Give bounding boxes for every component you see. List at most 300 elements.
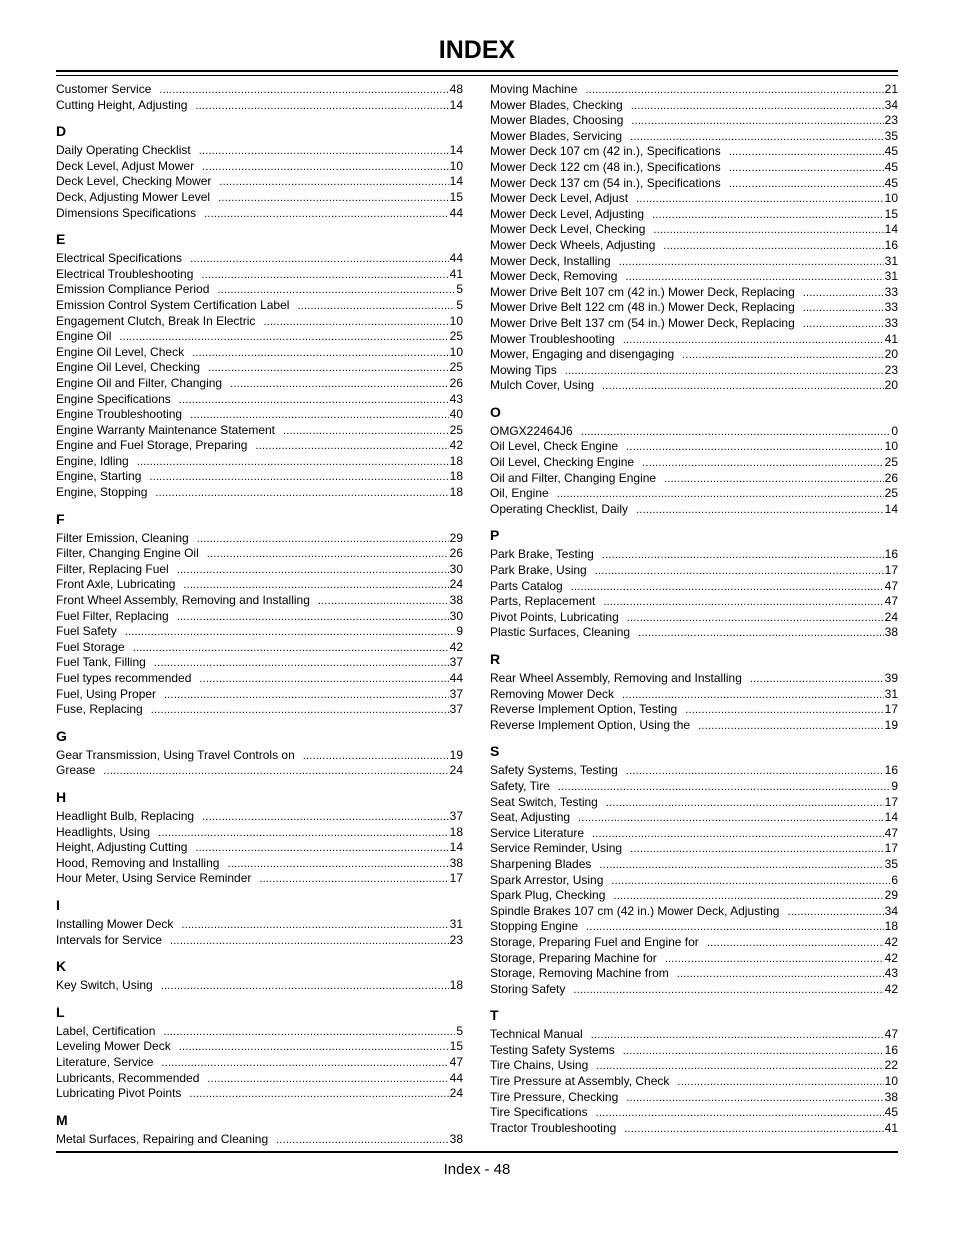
index-entry: [56, 485, 463, 501]
dot-leader: [592, 827, 884, 842]
index-entry-label: Mower Blades, Servicing: [490, 128, 623, 143]
index-entry-label: Mower Deck 107 cm (42 in.), Specifications: [490, 144, 721, 159]
index-entry: [56, 1055, 463, 1071]
index-entry: [56, 469, 463, 485]
index-entry: [490, 1074, 898, 1090]
index-entry-page: 35: [884, 856, 898, 871]
index-entry-page: 24: [449, 1086, 463, 1101]
dot-leader: [623, 1044, 884, 1059]
index-entry-page: 19: [449, 747, 463, 762]
index-entry: [56, 298, 463, 314]
index-entry-label: Park Brake, Using: [490, 563, 587, 578]
index-entry: [490, 82, 898, 98]
index-entry: [56, 329, 463, 345]
index-letter-heading: P: [490, 527, 500, 544]
index-entry-label: Mower Deck Level, Adjusting: [490, 206, 645, 221]
dot-leader: [729, 161, 884, 176]
index-entry-page: 45: [884, 1105, 898, 1120]
index-entry: [490, 779, 898, 795]
dot-leader: [591, 1028, 884, 1043]
index-entry-page: 44: [449, 671, 463, 685]
index-entry-label: Engine Specifications: [56, 391, 171, 406]
index-entry: [56, 423, 463, 439]
index-entry-page: 33: [884, 284, 898, 299]
index-entry-page: 47: [884, 594, 898, 609]
index-entry-label: Filter, Replacing Fuel: [56, 561, 169, 576]
index-entry: [56, 376, 463, 392]
index-entry: [490, 594, 898, 610]
dot-leader: [190, 252, 449, 267]
index-entry-page: 10: [449, 313, 463, 328]
index-entry: [56, 1024, 463, 1040]
index-entry-label: Daily Operating Checklist: [56, 143, 191, 158]
index-entry-label: Engine Troubleshooting: [56, 407, 183, 422]
index-entry-page: 47: [884, 578, 898, 593]
index-entry-page: 17: [884, 841, 898, 856]
dot-leader: [663, 239, 883, 254]
index-entry-page: 20: [884, 347, 898, 362]
index-entry-label: Engagement Clutch, Break In Electric: [56, 313, 256, 328]
index-entry-page: 43: [449, 391, 463, 406]
dot-leader: [682, 348, 884, 363]
index-entry: [490, 471, 898, 487]
index-entry-label: Engine Oil: [56, 329, 112, 344]
index-letter-heading: R: [490, 651, 501, 667]
index-entry-page: 18: [449, 978, 463, 993]
index-entry-page: 29: [884, 888, 898, 903]
index-entry-page: 5: [456, 282, 463, 297]
dot-leader: [177, 610, 449, 625]
index-entry-page: 16: [884, 1042, 898, 1057]
index-entry-page: 25: [449, 422, 463, 437]
index-entry: [490, 671, 898, 687]
index-entry-page: 30: [449, 561, 463, 576]
index-entry-page: 42: [884, 950, 898, 965]
index-entry-label: Mower Blades, Choosing: [490, 113, 624, 128]
index-entry-page: 16: [884, 547, 898, 562]
dot-leader: [227, 857, 448, 872]
index-entry-label: Storage, Removing Machine from: [490, 966, 669, 981]
index-entry: [490, 191, 898, 207]
index-entry-page: 38: [884, 1089, 898, 1104]
index-entry: [56, 978, 463, 994]
index-entry-page: 18: [449, 485, 463, 500]
index-entry-label: Tire Specifications: [490, 1105, 588, 1120]
index-entry-page: 26: [449, 375, 463, 390]
index-entry-page: 48: [449, 82, 463, 96]
index-entry: [490, 502, 898, 518]
index-entry: [56, 282, 463, 298]
index-entry-label: Storage, Preparing Fuel and Engine for: [490, 934, 699, 949]
dot-leader: [208, 361, 449, 376]
dot-leader: [179, 1040, 449, 1055]
index-entry-page: 5: [456, 1023, 463, 1038]
index-entry-label: Mower Deck Level, Adjust: [490, 191, 629, 206]
index-entry-label: Technical Manual: [490, 1027, 583, 1042]
dot-leader: [149, 470, 448, 485]
index-entry-label: Fuel, Using Proper: [56, 686, 157, 701]
index-entry-page: 24: [449, 577, 463, 592]
index-entry-label: Rear Wheel Assembly, Removing and Installing: [490, 671, 742, 685]
index-entry-label: Mower Deck, Removing: [490, 269, 618, 284]
index-entry-label: Dimensions Specifications: [56, 205, 197, 220]
index-entry-page: 23: [449, 932, 463, 947]
index-entry-page: 25: [884, 486, 898, 501]
index-entry-label: Filter Emission, Cleaning: [56, 530, 189, 545]
index-letter-heading: F: [56, 510, 65, 527]
index-entry: [490, 810, 898, 826]
dot-leader: [677, 1075, 883, 1090]
index-entry-page: 37: [449, 702, 463, 717]
index-entry-label: Removing Mower Deck: [490, 686, 615, 701]
dot-leader: [318, 594, 449, 609]
dot-leader: [565, 364, 884, 379]
index-entry: [56, 98, 463, 114]
index-entry-page: 17: [884, 563, 898, 578]
index-entry-label: Spark Arrestor, Using: [490, 872, 604, 887]
index-entry: [56, 671, 463, 687]
index-entry-page: 42: [884, 934, 898, 949]
index-entry-label: Mower Troubleshooting: [490, 331, 615, 346]
index-entry-page: 42: [449, 639, 463, 654]
index-entry: [490, 857, 898, 873]
dot-leader: [133, 641, 449, 656]
index-entry-page: 10: [884, 439, 898, 454]
dot-leader: [596, 1106, 884, 1121]
dot-leader: [119, 330, 448, 345]
index-entry-label: Hood, Removing and Installing: [56, 855, 220, 870]
dot-leader: [163, 1025, 455, 1040]
dot-leader: [181, 918, 448, 933]
index-entry: [490, 966, 898, 982]
index-entry: [56, 206, 463, 222]
index-entry-page: 31: [884, 253, 898, 268]
index-entry: [490, 1105, 898, 1121]
dot-leader: [202, 810, 449, 825]
index-letter-heading: M: [56, 1111, 68, 1128]
index-entry: [56, 640, 463, 656]
index-entry-page: 14: [884, 810, 898, 825]
dot-leader: [626, 1091, 883, 1106]
index-entry-page: 38: [449, 1131, 463, 1146]
dot-leader: [255, 439, 448, 454]
index-letter-heading: I: [56, 896, 60, 913]
index-entry-label: Park Brake, Testing: [490, 547, 594, 562]
index-entry-label: Tractor Troubleshooting: [490, 1120, 617, 1135]
dot-leader: [595, 564, 884, 579]
dot-leader: [558, 780, 891, 795]
index-entry: [56, 856, 463, 872]
index-entry: [490, 904, 898, 920]
index-entry: [490, 363, 898, 379]
index-entry: [56, 748, 463, 764]
index-entry-label: Electrical Specifications: [56, 251, 183, 266]
index-entry-page: 15: [884, 206, 898, 221]
index-entry: [490, 579, 898, 595]
index-entry-label: Seat, Adjusting: [490, 810, 571, 825]
index-entry: [56, 624, 463, 640]
index-entry: [490, 238, 898, 254]
index-entry-page: 38: [449, 855, 463, 870]
index-entry-page: 24: [884, 609, 898, 624]
index-entry-page: 33: [884, 315, 898, 330]
index-entry-label: Spindle Brakes 107 cm (42 in.) Mower Deck, Adjusting: [490, 903, 780, 918]
index-entry: [490, 1121, 898, 1137]
index-entry: [490, 687, 898, 703]
index-entry-page: 31: [449, 916, 463, 931]
dot-leader: [578, 811, 884, 826]
index-entry: [490, 222, 898, 238]
index-entry-label: Tire Pressure at Assembly, Check: [490, 1074, 670, 1089]
index-entry-page: 42: [449, 438, 463, 453]
index-entry-page: 10: [884, 191, 898, 206]
index-entry-label: Safety Systems, Testing: [490, 763, 618, 778]
index-entry-page: 6: [891, 872, 898, 887]
index-entry: [490, 269, 898, 285]
index-entry-page: 41: [449, 266, 463, 281]
dot-leader: [170, 934, 449, 949]
dot-leader: [192, 346, 449, 361]
index-entry-label: Mower Deck Wheels, Adjusting: [490, 237, 656, 252]
index-entry: [490, 316, 898, 332]
dot-leader: [599, 858, 883, 873]
dot-leader: [230, 377, 449, 392]
index-entry-page: 25: [449, 329, 463, 344]
index-entry: [56, 593, 463, 609]
index-entry-label: Front Axle, Lubricating: [56, 577, 176, 592]
dot-leader: [623, 333, 884, 348]
dot-leader: [164, 688, 449, 703]
dot-leader: [627, 611, 884, 626]
index-entry-label: Electrical Troubleshooting: [56, 266, 194, 281]
index-entry-page: 44: [449, 1070, 463, 1085]
index-entry-label: Customer Service: [56, 82, 152, 96]
index-entry: [56, 407, 463, 423]
index-entry-label: Fuel types recommended: [56, 671, 192, 685]
index-entry-label: Mower Drive Belt 122 cm (48 in.) Mower Deck, Replacing: [490, 300, 795, 315]
index-entry-label: Height, Adjusting Cutting: [56, 840, 188, 855]
index-entry: [490, 563, 898, 579]
index-entry: [490, 873, 898, 889]
index-entry: [490, 378, 898, 394]
index-entry-label: Reverse Implement Option, Testing: [490, 702, 678, 717]
index-entry-label: Engine Oil and Filter, Changing: [56, 375, 223, 390]
index-entry-page: 25: [449, 360, 463, 375]
dot-leader: [622, 688, 884, 703]
index-entry-label: Tire Pressure, Checking: [490, 1089, 619, 1104]
dot-leader: [103, 764, 448, 779]
index-entry-label: Cutting Height, Adjusting: [56, 97, 188, 112]
dot-leader: [729, 145, 884, 160]
index-entry-label: Oil Level, Check Engine: [490, 439, 619, 454]
index-entry-label: Key Switch, Using: [56, 978, 153, 993]
dot-leader: [190, 408, 449, 423]
index-entry: [490, 935, 898, 951]
dot-leader: [276, 1133, 449, 1148]
index-entry: [490, 625, 898, 641]
dot-leader: [259, 872, 448, 887]
index-entry: [490, 795, 898, 811]
dot-leader: [195, 841, 448, 856]
index-entry: [56, 809, 463, 825]
index-entry-page: 0: [891, 423, 898, 438]
index-entry-page: 18: [449, 453, 463, 468]
index-entry: [56, 143, 463, 159]
index-entry: [56, 702, 463, 718]
index-entry-label: Engine Oil Level, Checking: [56, 360, 201, 375]
index-entry-page: 29: [449, 530, 463, 545]
dot-leader: [199, 144, 449, 159]
page-title: INDEX: [438, 36, 516, 64]
index-entry-label: Engine, Idling: [56, 453, 129, 468]
index-entry-page: 17: [449, 871, 463, 886]
dot-leader: [183, 578, 448, 593]
index-entry-page: 39: [884, 671, 898, 685]
dot-leader: [201, 268, 448, 283]
dot-leader: [177, 563, 449, 578]
dot-leader: [159, 83, 448, 98]
index-entry-page: 37: [449, 686, 463, 701]
index-entry-label: Mower Drive Belt 107 cm (42 in.) Mower Deck, Replacing: [490, 284, 795, 299]
dot-leader: [571, 580, 884, 595]
dot-leader: [613, 889, 883, 904]
index-letter-heading: G: [56, 727, 67, 744]
index-entry: [56, 392, 463, 408]
index-letter-heading: E: [56, 231, 66, 248]
index-entry-label: Fuel Tank, Filling: [56, 655, 146, 670]
dot-leader: [195, 99, 448, 114]
dot-leader: [653, 223, 883, 238]
index-entry-label: Pivot Points, Lubricating: [490, 609, 619, 624]
index-entry: [56, 454, 463, 470]
index-entry: [56, 1086, 463, 1102]
index-entry-label: Service Literature: [490, 825, 585, 840]
index-entry-page: 20: [884, 378, 898, 393]
index-entry: [56, 251, 463, 267]
dot-leader: [179, 393, 449, 408]
dot-leader: [161, 1056, 448, 1071]
index-entry: [56, 562, 463, 578]
dot-leader: [750, 672, 884, 687]
index-entry: [490, 207, 898, 223]
index-entry-label: Oil and Filter, Changing Engine: [490, 470, 657, 485]
dot-leader: [207, 547, 449, 562]
index-entry-page: 14: [449, 840, 463, 855]
index-entry: [56, 687, 463, 703]
index-entry-page: 31: [884, 686, 898, 701]
dot-leader: [626, 764, 884, 779]
index-entry: [56, 360, 463, 376]
dot-leader: [189, 1087, 448, 1102]
index-entry-page: 30: [449, 608, 463, 623]
index-entry-label: Fuel Safety: [56, 624, 117, 639]
index-entry-page: 10: [449, 158, 463, 173]
dot-leader: [125, 625, 456, 640]
dot-leader: [664, 472, 884, 487]
dot-leader: [602, 379, 884, 394]
index-entry-label: Operating Checklist, Daily: [490, 501, 629, 516]
index-entry: [490, 129, 898, 145]
index-entry-page: 47: [449, 1054, 463, 1069]
index-entry-label: Headlight Bulb, Replacing: [56, 808, 195, 823]
index-entry-label: Mower Deck, Installing: [490, 253, 611, 268]
index-entry: [490, 763, 898, 779]
dot-leader: [297, 299, 455, 314]
dot-leader: [155, 486, 448, 501]
index-entry-page: 10: [884, 1074, 898, 1089]
index-entry: [490, 718, 898, 734]
index-entry-label: Tire Chains, Using: [490, 1058, 589, 1073]
index-entry-label: Safety, Tire: [490, 778, 550, 793]
dot-leader: [803, 286, 884, 301]
index-entry-label: Service Reminder, Using: [490, 841, 623, 856]
index-entry-label: Mower Deck Level, Checking: [490, 222, 646, 237]
index-entry-page: 44: [449, 251, 463, 266]
index-entry-label: Metal Surfaces, Repairing and Cleaning: [56, 1131, 269, 1146]
index-entry-label: Moving Machine: [490, 82, 578, 96]
dot-leader: [803, 317, 884, 332]
index-entry: [490, 347, 898, 363]
dot-leader: [611, 874, 890, 889]
index-entry-label: Mowing Tips: [490, 362, 557, 377]
index-entry: [490, 439, 898, 455]
index-entry-label: Emission Compliance Period: [56, 282, 210, 297]
index-entry: [490, 285, 898, 301]
index-entry-label: Gear Transmission, Using Travel Controls on: [56, 747, 295, 762]
index-entry: [56, 840, 463, 856]
dot-leader: [636, 192, 884, 207]
index-entry-page: 16: [884, 237, 898, 252]
dot-leader: [624, 1122, 883, 1137]
index-entry-page: 34: [884, 903, 898, 918]
index-entry: [490, 254, 898, 270]
index-letter-heading: L: [56, 1003, 65, 1020]
dot-leader: [652, 208, 884, 223]
index-entry: [490, 113, 898, 129]
index-entry-page: 41: [884, 1120, 898, 1135]
dot-leader: [619, 255, 884, 270]
dot-leader: [557, 487, 884, 502]
index-entry-label: Parts Catalog: [490, 578, 563, 593]
index-entry-label: Fuel Filter, Replacing: [56, 608, 169, 623]
index-entry-label: Lubricants, Recommended: [56, 1070, 200, 1085]
dot-leader: [585, 83, 883, 98]
dot-leader: [581, 425, 891, 440]
index-entry-label: Oil Level, Checking Engine: [490, 455, 635, 470]
index-entry: [490, 424, 898, 440]
dot-leader: [199, 672, 448, 687]
index-entry-page: 5: [456, 297, 463, 312]
dot-leader: [665, 952, 884, 967]
index-entry: [490, 455, 898, 471]
index-entry: [56, 825, 463, 841]
index-entry-page: 37: [449, 808, 463, 823]
index-entry-label: Deck Level, Adjust Mower: [56, 158, 195, 173]
page-footer: Index - 48: [443, 1161, 511, 1178]
index-entry-label: Mower Deck 137 cm (54 in.), Specifications: [490, 175, 721, 190]
dot-leader: [283, 424, 449, 439]
index-entry: [56, 546, 463, 562]
index-entry-page: 37: [449, 655, 463, 670]
index-entry-label: Mower Blades, Checking: [490, 97, 623, 112]
header-rule: [56, 70, 898, 72]
index-entry-label: Storing Safety: [490, 981, 566, 996]
dot-leader: [677, 967, 884, 982]
index-entry-page: 14: [884, 222, 898, 237]
dot-leader: [202, 160, 449, 175]
index-entry-page: 43: [884, 966, 898, 981]
index-entry: [490, 919, 898, 935]
